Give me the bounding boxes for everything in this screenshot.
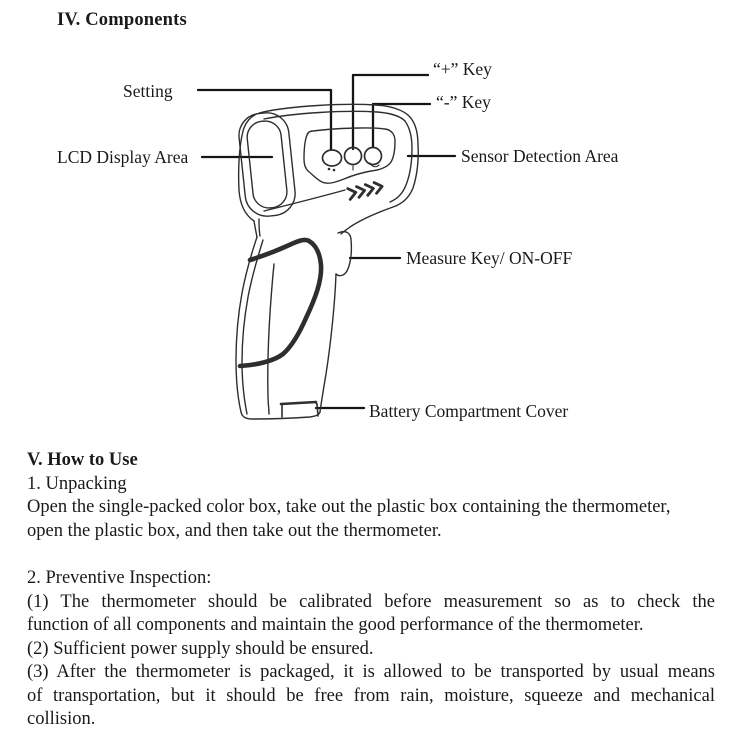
thermometer-body	[236, 104, 418, 419]
label-lcd-display-area: LCD Display Area	[57, 147, 189, 167]
panel-dot	[333, 169, 336, 172]
handle-left-inner	[242, 240, 263, 414]
head-inner-bottom	[264, 190, 345, 211]
lcd-tail	[259, 219, 260, 236]
inspection-title: 2. Preventive Inspection:	[27, 568, 212, 588]
components-heading: IV. Components	[57, 10, 187, 30]
panel-dot	[328, 168, 331, 171]
label-setting: Setting	[123, 81, 173, 101]
battery-cover-edge	[281, 402, 316, 404]
unpacking-line: open the plastic box, and then take out the thermometer.	[27, 520, 442, 541]
label-measure-key: Measure Key/ ON-OFF	[406, 248, 573, 268]
handle-bottom	[241, 412, 320, 419]
neck-left	[254, 221, 257, 237]
handle-right-edge	[320, 274, 336, 412]
inspection-line: function of all components and maintain the good performance of the thermometer.	[27, 615, 644, 635]
head-inner-top	[264, 111, 405, 121]
chevron-marks	[348, 181, 384, 199]
setting-button	[323, 150, 342, 166]
minus-button	[365, 148, 382, 165]
how-to-use-heading: V. How to Use	[27, 450, 138, 470]
how-to-use-section	[27, 449, 715, 543]
unpacking-title: 1. Unpacking	[27, 473, 127, 494]
label-plus-key: “+” Key	[433, 59, 492, 79]
label-battery-cover: Battery Compartment Cover	[369, 401, 569, 421]
unpacking-line: Open the single-packed color box, take out the plastic box containing the thermometer,	[27, 497, 671, 517]
preventive-inspection-section	[27, 567, 715, 732]
lcd-bezel	[237, 111, 297, 219]
inspection-line: collision.	[27, 709, 96, 729]
label-minus-key: “-” Key	[436, 92, 491, 112]
inspection-line: (3) After the thermometer is packaged, it is allowed to be transported by usual means	[27, 662, 715, 682]
inspection-line: of transportation, but it should be free from rain, moisture, squeeze and mechanical	[27, 685, 715, 706]
inspection-line: (1) The thermometer should be calibrated before measurement so as to check the	[27, 591, 715, 612]
trigger	[336, 232, 351, 276]
lcd-screen	[246, 119, 289, 209]
grip-band	[240, 240, 321, 366]
label-sensor-detection-area: Sensor Detection Area	[461, 146, 619, 166]
handle-contour	[268, 264, 274, 414]
inspection-line: (2) Sufficient power supply should be ensured.	[27, 638, 374, 659]
handle-left-outer	[236, 237, 257, 412]
